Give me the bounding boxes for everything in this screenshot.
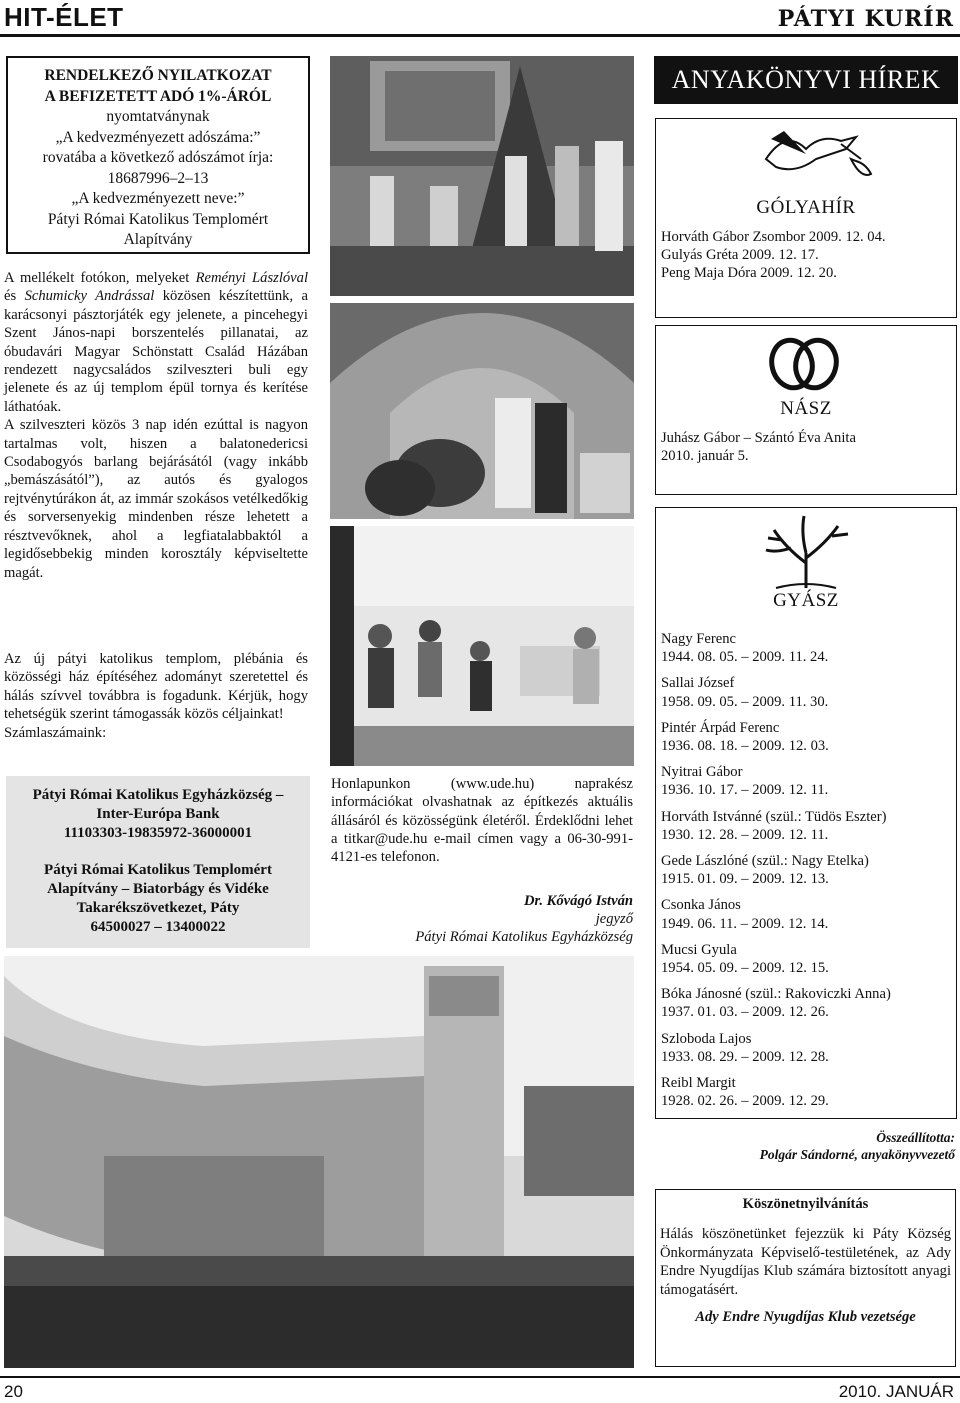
photographer-name: Schumicky Andrással	[24, 288, 155, 305]
death-entry: Sallai József 1958. 09. 05. – 2009. 11. 30.	[661, 675, 829, 710]
weddings-list	[656, 430, 956, 466]
bank-line: Inter-Európa Bank	[96, 806, 220, 822]
signature-role: jegyző	[595, 911, 633, 927]
nativity-play-photo	[330, 56, 634, 296]
death-entry: Reibl Margit 1928. 02. 26. – 2009. 12. 29.	[661, 1075, 829, 1110]
signature-organization: Pátyi Római Katolikus Egyházközség	[415, 929, 633, 945]
declaration-line: „A kedvezményezett neve:”	[71, 190, 245, 207]
compiled-by: Polgár Sándorné, anyakönyvvezető	[759, 1147, 955, 1162]
new-years-party-photo	[330, 526, 634, 766]
birth-entry: Gulyás Gréta 2009. 12. 17.	[661, 246, 819, 263]
thanks-box	[655, 1189, 956, 1367]
donation-appeal	[4, 650, 308, 742]
issue-date: 2010. JANUÁR	[838, 1382, 954, 1401]
photographer-name: Reményi Lászlóval	[195, 270, 308, 286]
death-entry: Szloboda Lajos 1933. 08. 29. – 2009. 12. 28.	[661, 1030, 829, 1065]
declaration-line: Pátyi Római Katolikus Templomért	[47, 210, 269, 228]
article-paragraph: Az új pátyi katolikus templom, plébánia és közösségi ház építéséhez adományt szeretettel és hálás szívvel továbbra is fogadunk. Kérjük, hogy tehetségük szerint támogassák közös céljainkat!	[4, 651, 308, 723]
births-list	[656, 229, 956, 282]
bank-line: Pátyi Római Katolikus Templomért	[44, 862, 272, 878]
wedding-rings-icon	[656, 326, 956, 398]
wine-cellar-photo	[330, 303, 634, 519]
bare-tree-icon	[656, 508, 956, 590]
tax-declaration-box	[6, 56, 310, 254]
section-title: HIT-ÉLET	[4, 2, 124, 32]
births-heading: GÓLYAHÍR	[756, 197, 856, 218]
death-entry: Mucsi Gyula 1954. 05. 09. – 2009. 12. 15.	[661, 941, 829, 977]
death-entry: Pintér Árpád Ferenc 1936. 08. 18. – 2009. 12. 03.	[661, 719, 829, 755]
declaration-line: rovatába a következő adószámot írja:	[42, 149, 274, 166]
thanks-signature: Ady Endre Nyugdíjas Klub vezetsége	[695, 1309, 916, 1326]
declaration-line: nyomtatványnak	[106, 108, 210, 125]
compiled-label: Összeállította:	[876, 1130, 955, 1145]
church-construction-photo	[4, 956, 634, 1368]
weddings-heading: NÁSZ	[780, 398, 832, 419]
article-paragraph: A mellékelt fotókon, melyeket Reményi Lászlóval és Schumicky Andrással közösen készítettünk, a karácsonyi pásztorjáték egy jelenete, a pincehegyi Szent János-napi borszentelés pillanatai, az óbudavári Magyar Schönstatt Család Házában rendezett nagycsaládos szilveszteri buli egy jelenete és az új templom épül tornya és kerítése láthatóak.	[4, 270, 308, 415]
account-number: 11103303-19835972-36000001	[63, 825, 253, 841]
declaration-line: Alapítvány	[123, 231, 193, 248]
article-body	[4, 269, 308, 582]
bank-accounts-box	[6, 776, 310, 948]
tax-number: 18687996–2–13	[107, 169, 209, 187]
newspaper-title: PÁTYI KURÍR	[777, 6, 954, 32]
bank-line: Pátyi Római Katolikus Egyházközség –	[32, 787, 284, 803]
accounts-label: Számlaszámaink:	[4, 724, 107, 741]
declaration-line: „A kedvezményezett adószáma:”	[55, 128, 261, 146]
declaration-line: A BEFIZETETT ADÓ 1%-ÁRÓL	[44, 87, 272, 105]
stork-icon	[656, 119, 956, 197]
page-number: 20	[4, 1382, 23, 1401]
thanks-body: Hálás köszönetünket fejezzük ki Páty Község Önkormányzata Képviselő-testületének, az Ady Endre Nyugdíjas Klub számára biztosított anyagi támogatásért.	[660, 1226, 951, 1298]
deaths-list	[661, 630, 953, 1118]
bank-line: Takarékszövetkezet, Páty	[76, 900, 240, 916]
account-number: 64500027 – 13400022	[90, 919, 226, 935]
declaration-line: RENDELKEZŐ NYILATKOZAT	[44, 67, 272, 84]
wedding-entry: Juhász Gábor – Szántó Éva Anita	[661, 430, 856, 446]
birth-entry: Horváth Gábor Zsombor 2009. 12. 04.	[661, 229, 886, 245]
births-box	[655, 118, 957, 318]
death-entry: Bóka Jánosné (szül.: Rakoviczki Anna) 1937. 01. 03. – 2009. 12. 26.	[661, 986, 891, 1021]
bank-line: Alapítvány – Biatorbágy és Vidéke	[47, 881, 269, 897]
death-entry: Csonka János 1949. 06. 11. – 2009. 12. 14.	[661, 897, 829, 932]
thanks-title: Köszönetnyilvánítás	[742, 1196, 869, 1212]
footer-rule	[0, 1376, 960, 1378]
signature-name: Dr. Kővágó István	[523, 893, 633, 909]
deaths-heading: GYÁSZ	[773, 590, 839, 611]
weddings-box	[655, 325, 957, 495]
death-entry: Horváth Istvánné (szül.: Tüdös Eszter) 1930. 12. 28. – 2009. 12. 11.	[661, 808, 887, 843]
wedding-entry: 2010. január 5.	[661, 447, 749, 464]
death-entry: Gede Lászlóné (szül.: Nagy Etelka) 1915. 01. 09. – 2009. 12. 13.	[661, 853, 869, 888]
registry-title: ANYAKÖNYVI HÍREK	[654, 56, 958, 104]
article-paragraph: A szilveszteri közös 3 nap idén ezúttal is nagyon tartalmas volt, hiszen a balatonedericsi Csodabogyós barlang bejárásától (vagy inkább „bemászásától”), az autós és gyalogos rejtvénytúrákon át, az immár szokásos vetélkedőkig és sorversenyekig mindenben része lehetett a résztvevőknek, ahol a legfiatalabbaktól a legidősebbekig minden korosztály képviseltette magát.	[4, 417, 308, 581]
death-entry: Nagy Ferenc 1944. 08. 05. – 2009. 11. 24.	[661, 631, 829, 666]
website-info-text: Honlapunkon (www.ude.hu) naprakész információkat olvashatnak az építkezés aktuális állásáról és közösségünk életéről. Érdeklődni lehet a titkar@ude.hu e-mail címen vagy a 06-30-991-4121-es telefonon.	[331, 776, 633, 866]
header-rule	[0, 34, 960, 37]
birth-entry: Peng Maja Dóra 2009. 12. 20.	[661, 264, 837, 281]
death-entry: Nyitrai Gábor 1936. 10. 17. – 2009. 12. 11.	[661, 764, 829, 799]
